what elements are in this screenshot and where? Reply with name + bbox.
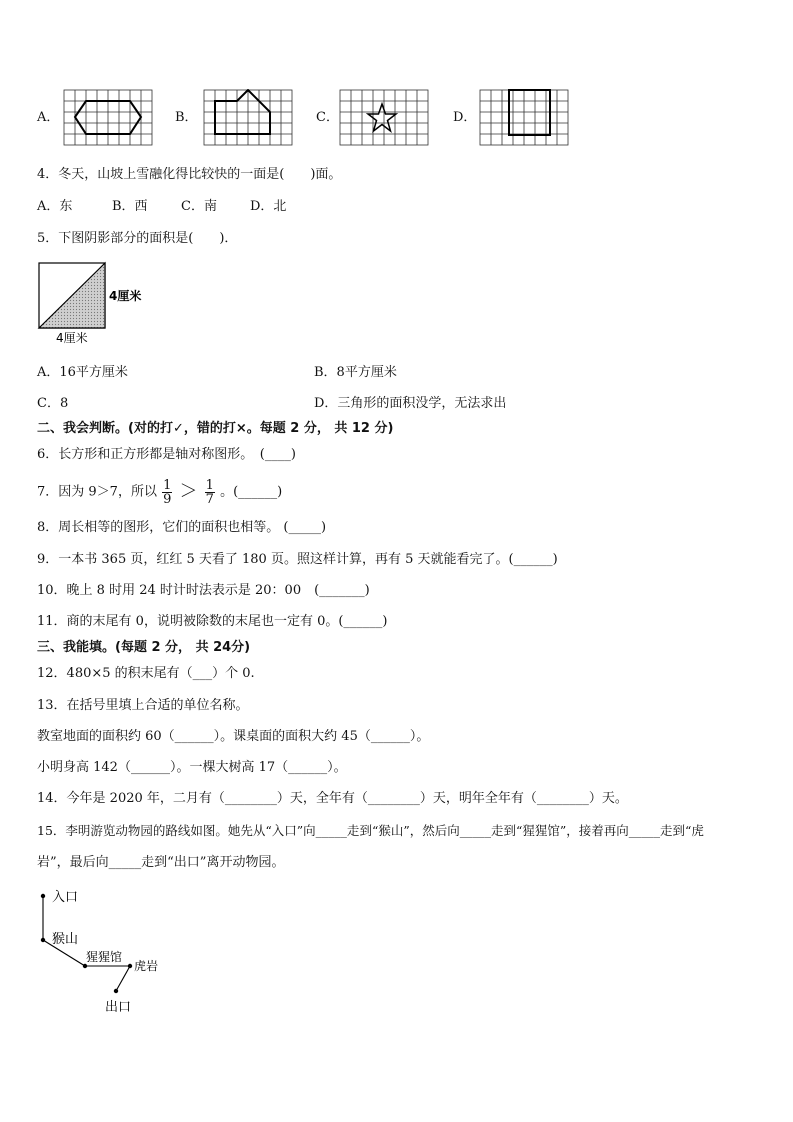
map-label-exit: 出口 (105, 1000, 132, 1015)
question-11: 11．商的末尾有 0，说明被除数的末尾也一定有 0。(______) (37, 614, 388, 629)
zoo-route-map (30, 882, 190, 1017)
q5-option-a: A．16平方厘米 (37, 365, 128, 380)
question-5: 5．下图阴影部分的面积是( )． (37, 231, 238, 246)
question-4: 4．冬天，山坡上雪融化得比较快的一面是( )面。 (37, 167, 342, 182)
q5-figure (36, 260, 156, 346)
option-d-label: D． (453, 110, 477, 125)
q15-line-2: 岩”，最后向_____走到“出口”离开动物园。 (37, 855, 285, 870)
q7-suffix: 。(______) (220, 484, 283, 500)
fig-right-label: 4厘米 (109, 289, 142, 303)
question-7 (37, 474, 282, 510)
section-2-title: 二、我会判断。(对的打✓，错的打×。每题 2 分， 共 12 分) (37, 421, 394, 436)
q13-line-2: 小明身高 142（______）。一棵大树高 17（______）。 (37, 760, 347, 775)
q15-line-1: 15．李明游览动物园的路线如图。她先从“入口”向_____走到“猴山”，然后向_____走到“猩猩馆”，接着再向_____走到“虎 (37, 823, 704, 838)
question-10: 10．晚上 8 时用 24 时计时法表示是 20：00 (_______) (37, 583, 370, 598)
q7-prefix: 7．因为 9＞7，所以 (37, 484, 157, 500)
fig-bottom-label: 4厘米 (56, 331, 88, 345)
option-c-label: C． (316, 110, 339, 125)
question-6: 6．长方形和正方形都是轴对称图形。 (____) (37, 447, 296, 462)
fraction-one-ninth: $\frac{1}{9}$ (163, 477, 172, 507)
fraction-one-seventh: $\frac{1}{7}$ (205, 477, 214, 507)
question-9: 9．一本书 365 页，红红 5 天看了 180 页。照这样计算，再有 5 天就能看完了。(______) (37, 552, 558, 567)
map-label-monkey: 猴山 (52, 932, 79, 947)
q5-option-c: C．8 (37, 396, 69, 411)
question-14: 14．今年是 2020 年，二月有（________）天，全年有（________）天，明年全年有（________）天。 (37, 791, 628, 806)
option-a-figure (63, 89, 153, 146)
option-b-figure (203, 89, 293, 146)
option-a-label: A． (37, 110, 60, 125)
q5-option-d: D．三角形的面积没学，无法求出 (314, 396, 507, 411)
option-d-figure (479, 89, 569, 146)
map-label-entrance: 入口 (52, 890, 79, 905)
question-8: 8．周长相等的图形，它们的面积也相等。 (_____) (37, 520, 327, 535)
q4-option-c: C．南 (181, 199, 217, 214)
question-13: 13．在括号里填上合适的单位名称。 (37, 698, 249, 713)
greater-than: ＞ (179, 481, 198, 502)
option-c-figure (339, 89, 429, 146)
q13-line-1: 教室地面的面积约 60（______）。课桌面的面积大约 45（______）。 (37, 729, 430, 744)
map-label-tiger: 虎岩 (134, 959, 159, 973)
q5-option-b: B．8平方厘米 (314, 365, 397, 380)
question-12: 12．480×5 的积末尾有（___）个 0. (37, 666, 255, 681)
map-label-gorilla: 猩猩馆 (86, 950, 123, 964)
section-3-title: 三、我能填。(每题 2 分， 共 24分) (37, 640, 251, 655)
q4-option-b: B．西 (112, 199, 148, 214)
option-b-label: B． (175, 110, 198, 125)
q4-option-d: D．北 (250, 199, 287, 214)
q4-option-a: A．东 (37, 199, 73, 214)
